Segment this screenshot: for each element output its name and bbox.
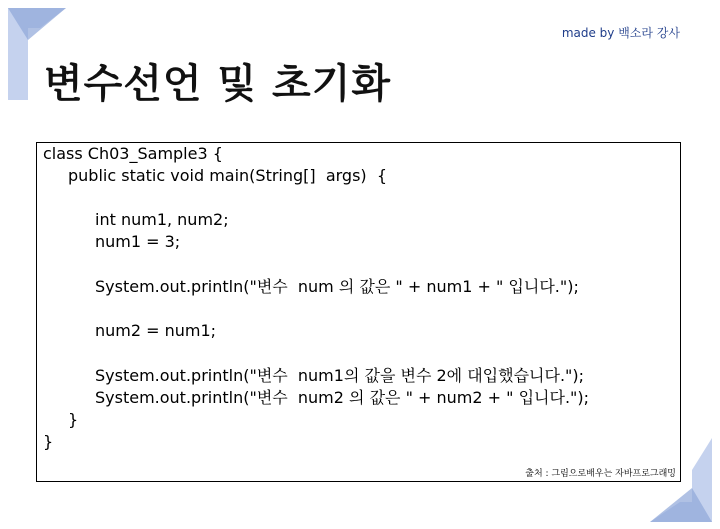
code-line: int num1, num2; (95, 210, 229, 229)
code-line: System.out.println("변수 num1의 값을 변수 2에 대입했습니다."); (95, 366, 585, 385)
code-line: } (43, 432, 54, 451)
code-line: System.out.println("변수 num 의 값은 " + num1 + " 입니다."); (95, 277, 579, 296)
code-line: class Ch03_Sample3 { (43, 144, 223, 163)
code-block (36, 142, 681, 482)
code-line: public static void main(String[] args) { (68, 166, 387, 185)
author-credit: made by 백소라 강사 (561, 26, 680, 40)
code-line: System.out.println("변수 num2 의 값은 " + num2 + " 입니다."); (95, 388, 590, 407)
code-line: num2 = num1; (95, 321, 217, 340)
source-caption: 출처 : 그림으로배우는 자바프로그래밍 (525, 469, 676, 479)
code-line: } (68, 410, 79, 429)
page-title: 변수선언 및 초기화 (44, 61, 391, 107)
code-line: num1 = 3; (95, 232, 181, 251)
